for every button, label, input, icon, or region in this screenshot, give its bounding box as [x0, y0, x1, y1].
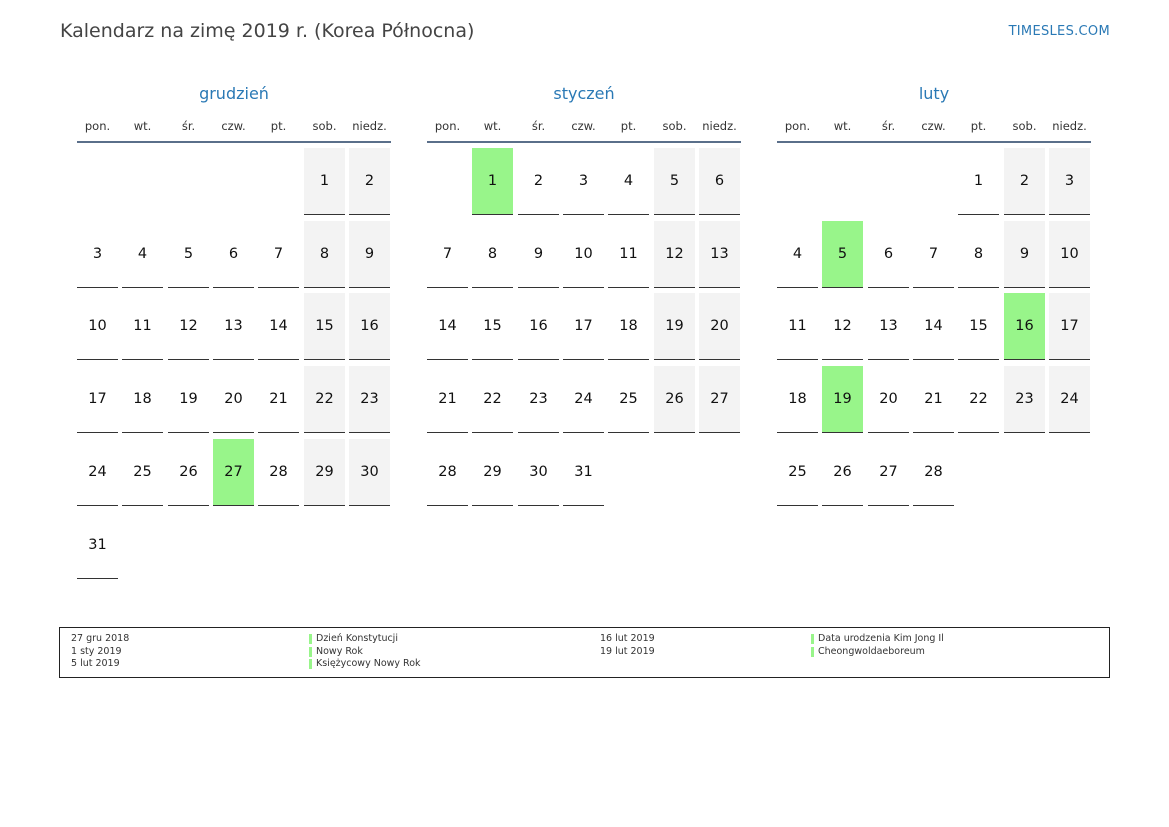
- day-cell: 23: [349, 366, 390, 433]
- day-cell: 7: [427, 221, 468, 288]
- day-cell: 12: [654, 221, 695, 288]
- day-cell: 4: [122, 221, 163, 288]
- day-cell: 14: [913, 293, 954, 360]
- legend-holiday-name: Data urodzenia Kim Jong Il: [811, 633, 1091, 646]
- day-cell: 20: [868, 366, 909, 433]
- weekday-label: śr.: [531, 119, 546, 133]
- legend-date: 27 gru 2018: [71, 633, 130, 644]
- day-cell: 15: [472, 293, 513, 360]
- weekday-label: niedz.: [352, 119, 387, 133]
- legend-holiday-name: Nowy Rok: [309, 646, 589, 659]
- weekday-label: niedz.: [702, 119, 737, 133]
- legend-date: 19 lut 2019: [600, 645, 655, 657]
- weekday-header: [777, 119, 1095, 134]
- day-cell: 5: [168, 221, 209, 288]
- day-cell: 19: [168, 366, 209, 433]
- day-cell: 8: [958, 221, 999, 288]
- day-cell: 6: [868, 221, 909, 288]
- weekday-header: [77, 119, 395, 134]
- day-cell: 30: [518, 439, 559, 506]
- day-cell: 31: [563, 439, 604, 506]
- weekday-label: sob.: [1012, 119, 1037, 133]
- day-cell: 10: [1049, 221, 1090, 288]
- day-cell: 8: [304, 221, 345, 288]
- day-cell: 29: [472, 439, 513, 506]
- day-cell: 16: [518, 293, 559, 360]
- weekday-label: pt.: [620, 119, 637, 133]
- weekday-label: pt.: [270, 119, 287, 133]
- holiday-legend: [59, 627, 1110, 678]
- holiday-day-cell: 5: [822, 221, 863, 288]
- day-cell: 14: [258, 293, 299, 360]
- day-cell: 10: [77, 293, 118, 360]
- days-grid: [777, 148, 1095, 588]
- day-cell: 24: [563, 366, 604, 433]
- day-cell: 1: [304, 148, 345, 215]
- day-cell: 11: [608, 221, 649, 288]
- day-cell: 22: [472, 366, 513, 433]
- day-cell: 27: [699, 366, 740, 433]
- day-cell: 30: [349, 439, 390, 506]
- month-name: luty: [918, 84, 950, 103]
- day-cell: 26: [654, 366, 695, 433]
- day-cell: 28: [258, 439, 299, 506]
- day-cell: 26: [168, 439, 209, 506]
- day-cell: 13: [213, 293, 254, 360]
- legend-names-right: [811, 633, 1091, 658]
- legend-dates-left: [71, 633, 301, 671]
- days-grid: [77, 148, 395, 588]
- legend-holiday-name: Dzień Konstytucji: [309, 633, 589, 646]
- day-cell: 10: [563, 221, 604, 288]
- site-link[interactable]: TIMESLES.COM: [1008, 24, 1110, 39]
- day-cell: 9: [349, 221, 390, 288]
- day-cell: 20: [699, 293, 740, 360]
- day-cell: 23: [1004, 366, 1045, 433]
- weekday-header: [427, 119, 745, 134]
- weekday-divider: [77, 141, 391, 143]
- day-cell: 28: [913, 439, 954, 506]
- day-cell: 9: [518, 221, 559, 288]
- day-cell: 4: [777, 221, 818, 288]
- day-cell: 18: [777, 366, 818, 433]
- day-cell: 24: [1049, 366, 1090, 433]
- day-cell: 21: [913, 366, 954, 433]
- day-cell: 13: [868, 293, 909, 360]
- weekday-label: wt.: [483, 119, 502, 133]
- day-cell: 18: [122, 366, 163, 433]
- weekday-label: wt.: [833, 119, 852, 133]
- day-cell: 12: [822, 293, 863, 360]
- day-cell: 5: [654, 148, 695, 215]
- day-cell: 9: [1004, 221, 1045, 288]
- day-cell: 3: [563, 148, 604, 215]
- weekday-label: pon.: [84, 119, 111, 133]
- day-cell: 14: [427, 293, 468, 360]
- day-cell: 2: [1004, 148, 1045, 215]
- month-name: grudzień: [199, 84, 269, 103]
- day-cell: 13: [699, 221, 740, 288]
- day-cell: 21: [258, 366, 299, 433]
- legend-date: 5 lut 2019: [71, 658, 120, 670]
- day-cell: 25: [122, 439, 163, 506]
- legend-dates-right: [600, 633, 830, 658]
- day-cell: 27: [868, 439, 909, 506]
- holiday-day-cell: 27: [213, 439, 254, 506]
- day-cell: 12: [168, 293, 209, 360]
- legend-date: 1 sty 2019: [71, 645, 122, 657]
- day-cell: 17: [1049, 293, 1090, 360]
- day-cell: 3: [77, 221, 118, 288]
- day-cell: 17: [77, 366, 118, 433]
- legend-holiday-name: Księżycowy Nowy Rok: [309, 658, 589, 671]
- day-cell: 2: [349, 148, 390, 215]
- weekday-label: śr.: [881, 119, 896, 133]
- day-cell: 18: [608, 293, 649, 360]
- day-cell: 7: [913, 221, 954, 288]
- day-cell: 28: [427, 439, 468, 506]
- weekday-label: wt.: [133, 119, 152, 133]
- weekday-divider: [427, 141, 741, 143]
- day-cell: 19: [654, 293, 695, 360]
- day-cell: 16: [349, 293, 390, 360]
- day-cell: 31: [77, 512, 118, 579]
- weekday-label: czw.: [221, 119, 246, 133]
- day-cell: 23: [518, 366, 559, 433]
- weekday-label: pon.: [434, 119, 461, 133]
- weekday-label: sob.: [312, 119, 337, 133]
- day-cell: 20: [213, 366, 254, 433]
- weekday-label: śr.: [181, 119, 196, 133]
- day-cell: 2: [518, 148, 559, 215]
- day-cell: 22: [304, 366, 345, 433]
- day-cell: 25: [608, 366, 649, 433]
- days-grid: [427, 148, 745, 588]
- day-cell: 6: [213, 221, 254, 288]
- page-title: Kalendarz na zimę 2019 r. (Korea Północna): [60, 20, 475, 42]
- weekday-label: czw.: [571, 119, 596, 133]
- legend-date: 16 lut 2019: [600, 633, 655, 644]
- weekday-label: czw.: [921, 119, 946, 133]
- day-cell: 24: [77, 439, 118, 506]
- weekday-divider: [777, 141, 1091, 143]
- holiday-day-cell: 1: [472, 148, 513, 215]
- day-cell: 22: [958, 366, 999, 433]
- day-cell: 15: [304, 293, 345, 360]
- legend-holiday-name: Cheongwoldaeboreum: [811, 646, 1091, 659]
- holiday-day-cell: 16: [1004, 293, 1045, 360]
- day-cell: 15: [958, 293, 999, 360]
- day-cell: 1: [958, 148, 999, 215]
- day-cell: 17: [563, 293, 604, 360]
- weekday-label: pt.: [970, 119, 987, 133]
- day-cell: 26: [822, 439, 863, 506]
- holiday-day-cell: 19: [822, 366, 863, 433]
- month-name: styczeń: [553, 84, 615, 103]
- day-cell: 7: [258, 221, 299, 288]
- day-cell: 21: [427, 366, 468, 433]
- day-cell: 3: [1049, 148, 1090, 215]
- weekday-label: niedz.: [1052, 119, 1087, 133]
- legend-names-left: [309, 633, 589, 671]
- day-cell: 6: [699, 148, 740, 215]
- day-cell: 11: [122, 293, 163, 360]
- day-cell: 11: [777, 293, 818, 360]
- day-cell: 4: [608, 148, 649, 215]
- day-cell: 8: [472, 221, 513, 288]
- day-cell: 25: [777, 439, 818, 506]
- weekday-label: pon.: [784, 119, 811, 133]
- weekday-label: sob.: [662, 119, 687, 133]
- day-cell: 29: [304, 439, 345, 506]
